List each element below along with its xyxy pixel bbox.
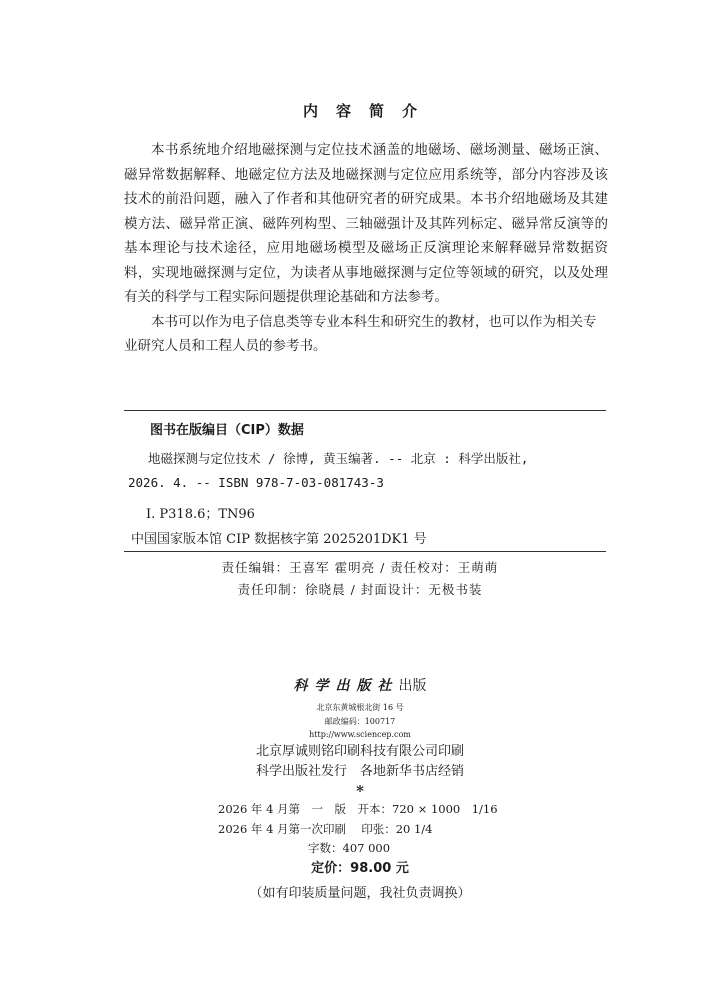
publisher-address: 北京东黄城根北街 16 号 [316, 703, 404, 712]
summary-title: 内容简介 [302, 102, 435, 120]
printing-line: 2026 年 4 月第一次印刷 印张：20 1/4 [218, 822, 433, 836]
price: 定价：98.00 元 [311, 861, 409, 876]
credits-editors: 责任编辑：王喜军 霍明亮 / 责任校对：王萌萌 [221, 560, 499, 575]
summary-paragraph: 本书可以作为电子信息类等专业本科生和研究生的教材，也可以作为相关专业研究人员和工程人员的参考书。 [124, 313, 597, 354]
printer-line: 北京厚诚则铭印刷科技有限公司印刷 [255, 744, 464, 759]
publisher-website: http://www.sciencep.com [309, 730, 411, 739]
publisher-suffix: 出版 [398, 678, 427, 694]
distribution-line: 科学出版社发行 各地新华书店经销 [255, 764, 464, 779]
cip-bottom-rule [124, 551, 606, 552]
word-count: 字数：407 000 [308, 841, 391, 855]
edition-line: 2026 年 4 月第 一 版 开本：720 × 1000 1/16 [218, 802, 498, 816]
cip-top-rule [124, 410, 606, 411]
cip-bibliographic-line: 地磁探测与定位技术 / 徐博, 黄玉编著. -- 北京 : 科学出版社, [148, 451, 529, 466]
publisher-postcode: 邮政编码：100717 [324, 717, 396, 726]
cip-isbn-line: 2026. 4. -- ISBN 978-7-03-081743-3 [128, 475, 384, 490]
credits-production: 责任印制：徐晓晨 / 封面设计：无极书装 [237, 582, 483, 597]
publisher-line [0, 675, 720, 695]
separator-asterisk: * [356, 782, 364, 800]
publisher-name: 科学出版社 [293, 678, 399, 694]
summary-paragraph: 本书系统地介绍地磁探测与定位技术涵盖的地磁场、磁场测量、磁场正演、磁异常数据解释、地磁定位方法及地磁探测与定位应用系统等，部分内容涉及该技术的前沿问题，融入了作者和其他研究者的研究成果。本书介绍地磁场及其建模方法、磁异常正演、磁阵列构型、三轴磁强计及其阵列标定、磁异常反演等的基本理论与技术途径，应用地磁场模型及磁场正反演理论来解释磁异常数据资料，实现地磁探测与定位，为读者从事地磁探测与定位等领域的研究，以及处理有关的科学与工程实际问题提供理论基础和方法参考。 [124, 142, 608, 305]
quality-note: （如有印装质量问题，我社负责调换） [249, 886, 471, 901]
cip-record-number: 中国国家版本馆 CIP 数据核字第 2025201DK1 号 [131, 532, 427, 547]
cip-classification: Ⅰ. P318.6；TN96 [146, 507, 255, 522]
summary-body [124, 138, 608, 359]
cip-heading: 图书在版编目（CIP）数据 [150, 423, 304, 438]
